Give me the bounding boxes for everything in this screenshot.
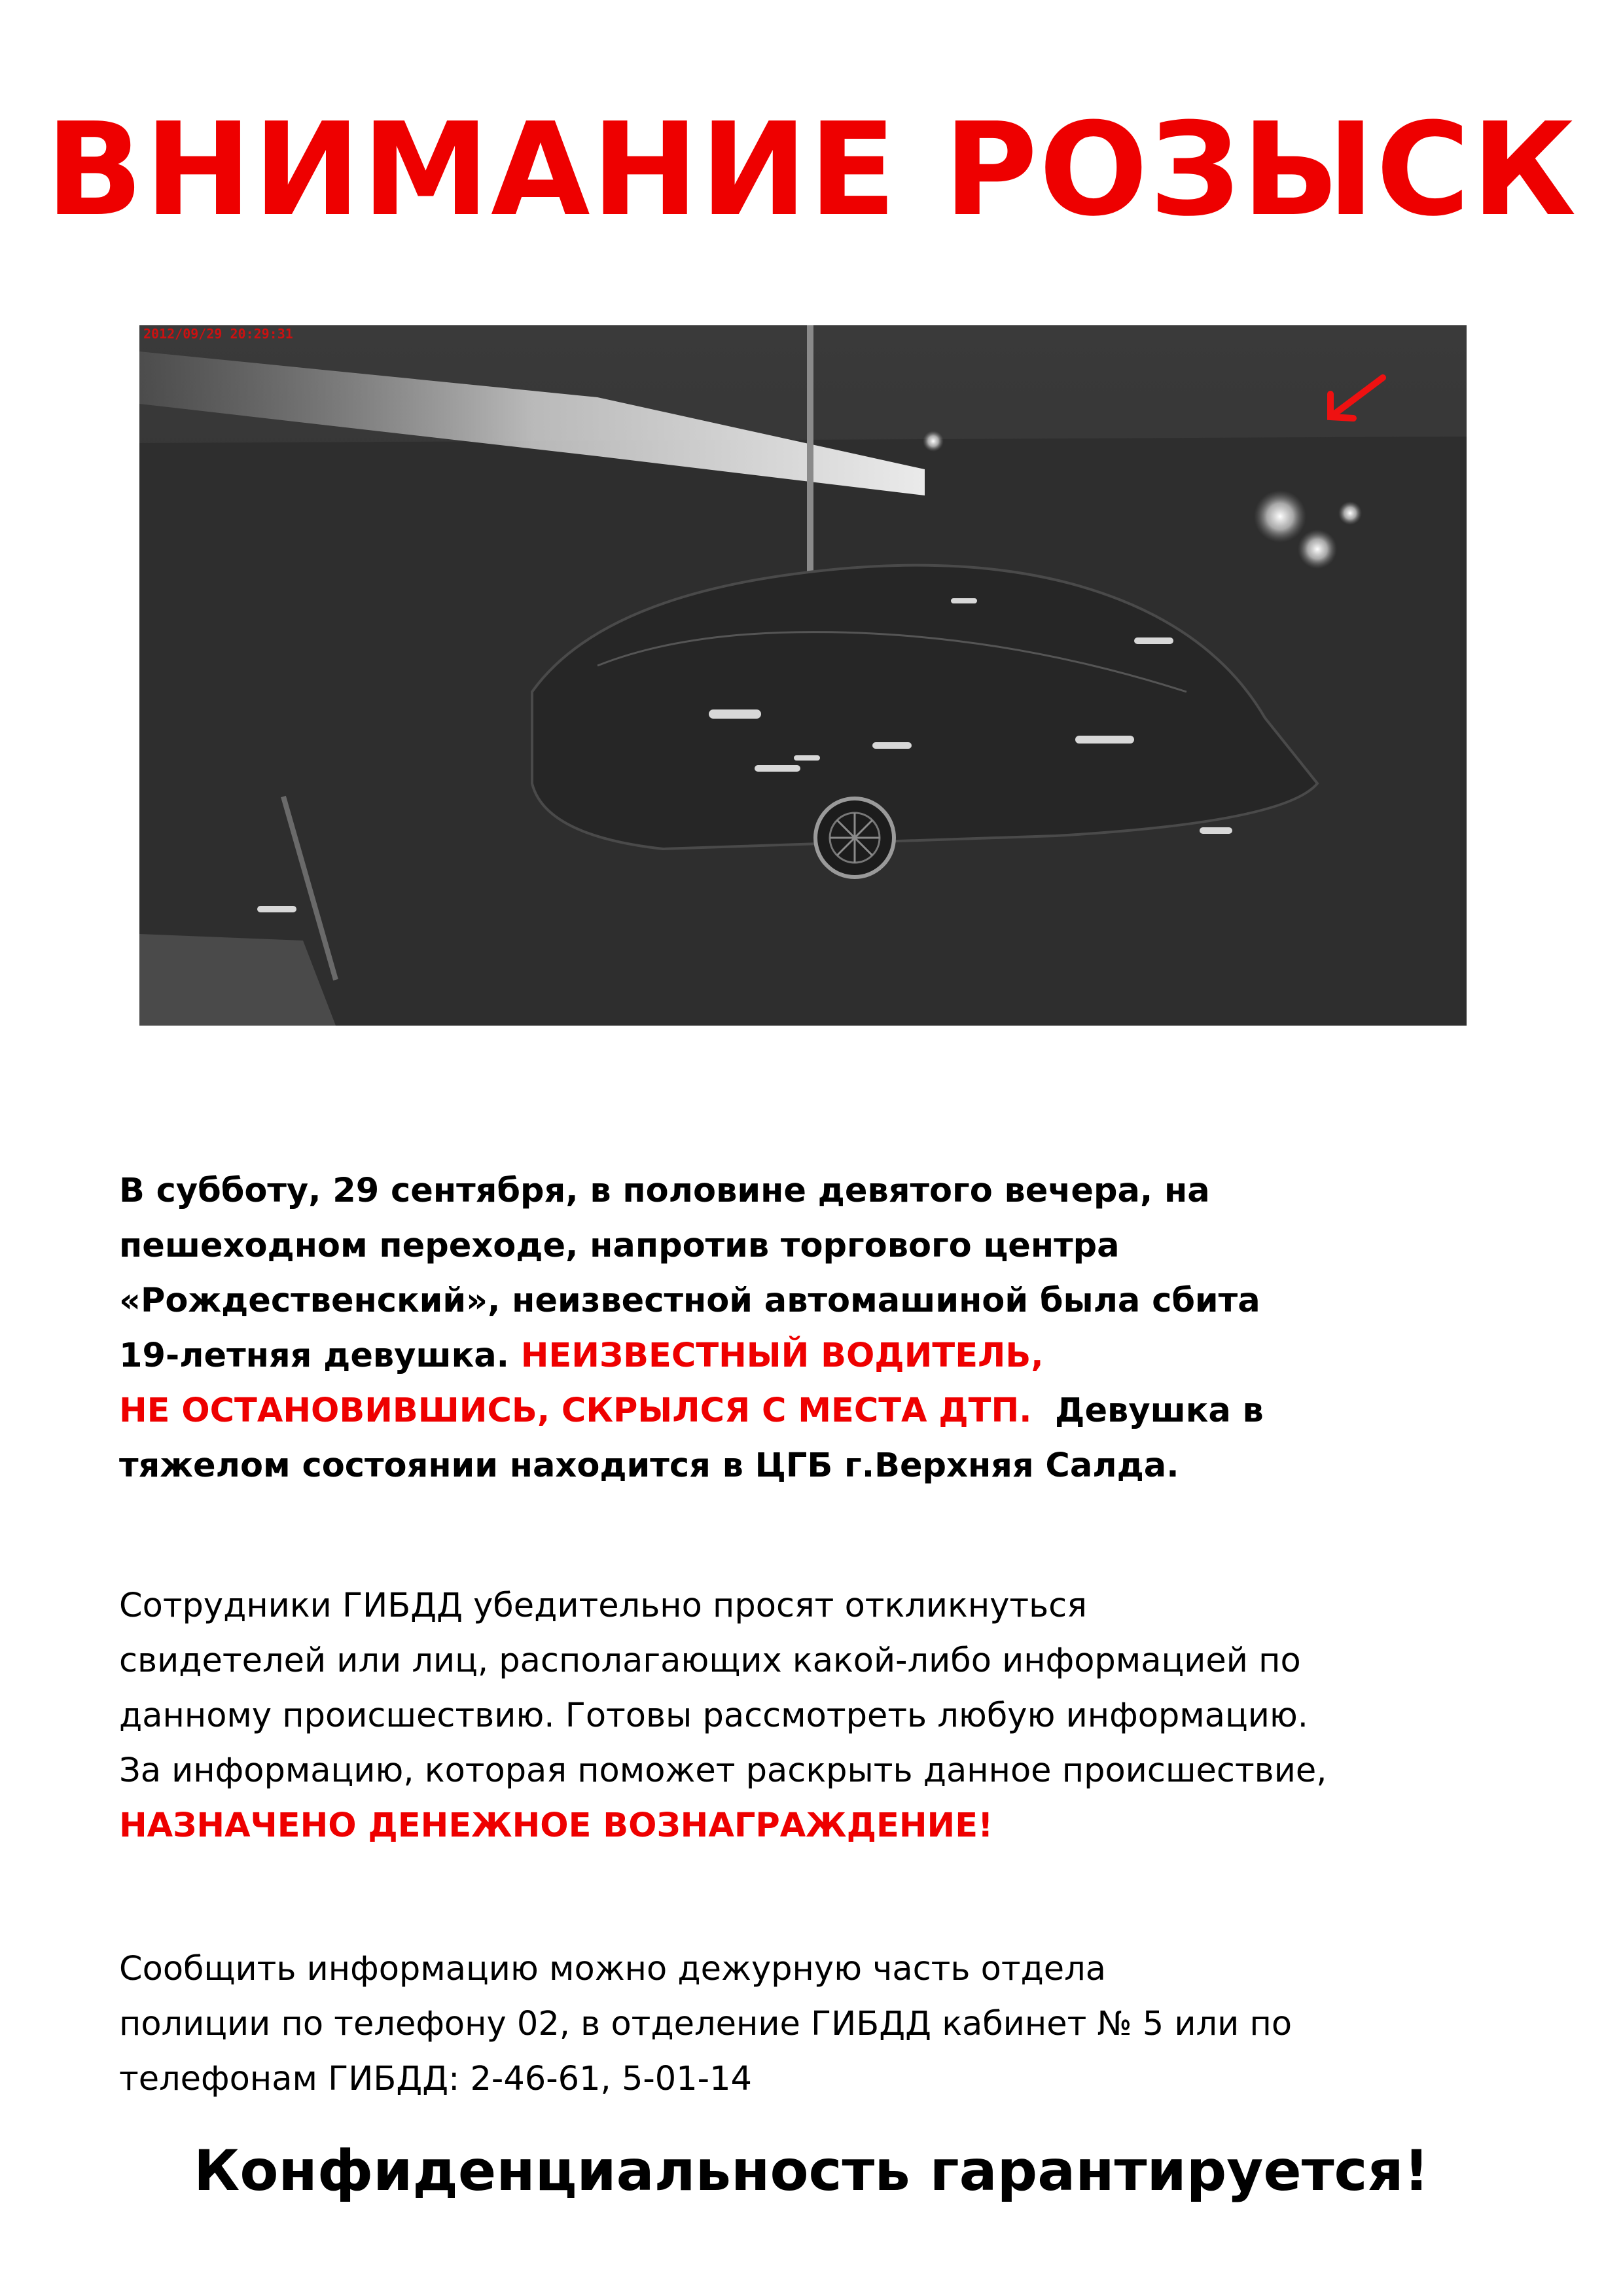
reward-notice: НАЗНАЧЕНО ДЕНЕЖНОЕ ВОЗНАГРАЖДЕНИЕ! [119, 1806, 993, 1845]
cctv-photo [139, 325, 1467, 1026]
incident-alert: НЕ ОСТАНОВИВШИСЬ, СКРЫЛСЯ С МЕСТА ДТП. [119, 1391, 1032, 1430]
contact-line: Сообщить информацию можно дежурную часть отдела [119, 1950, 1107, 1988]
appeal-line: За информацию, которая поможет раскрыть данное происшествие, [119, 1751, 1327, 1790]
confidentiality-note: Конфиденциальность гарантируется! [194, 2138, 1429, 2204]
poster-title: ВНИМАНИЕ РОЗЫСК [45, 96, 1578, 245]
contact-line: телефонам ГИБДД: 2-46-61, 5-01-14 [119, 2060, 752, 2098]
incident-line: пешеходном переходе, напротив торгового центра [119, 1227, 1120, 1265]
witness-appeal [119, 1579, 1520, 1854]
incident-alert: НЕИЗВЕСТНЫЙ ВОДИТЕЛЬ, [520, 1336, 1044, 1375]
incident-line: «Рождественский», неизвестной автомашиной была сбита [119, 1282, 1260, 1320]
cctv-photo-image [139, 325, 1467, 1026]
incident-line [119, 1329, 1520, 1384]
appeal-line: Сотрудники ГИБДД убедительно просят откликнуться [119, 1587, 1087, 1625]
incident-line: В субботу, 29 сентября, в половине девятого вечера, на [119, 1172, 1210, 1210]
contact-info [119, 1942, 1520, 2107]
cctv-timestamp: 2012/09/29 20:29:31 [143, 326, 293, 342]
incident-text: 19-летняя девушка. [119, 1336, 521, 1375]
appeal-line: данному происшествию. Готовы рассмотреть любую информацию. [119, 1696, 1308, 1735]
incident-text: Девушка в [1031, 1391, 1264, 1430]
incident-description [119, 1164, 1520, 1494]
incident-line [119, 1384, 1520, 1439]
appeal-line: свидетелей или лиц, располагающих какой-либо информацией по [119, 1641, 1301, 1680]
incident-line: тяжелом состоянии находится в ЦГБ г.Верхняя Салда. [119, 1446, 1179, 1485]
contact-line: полиции по телефону 02, в отделение ГИБДД кабинет № 5 или по [119, 2005, 1293, 2043]
